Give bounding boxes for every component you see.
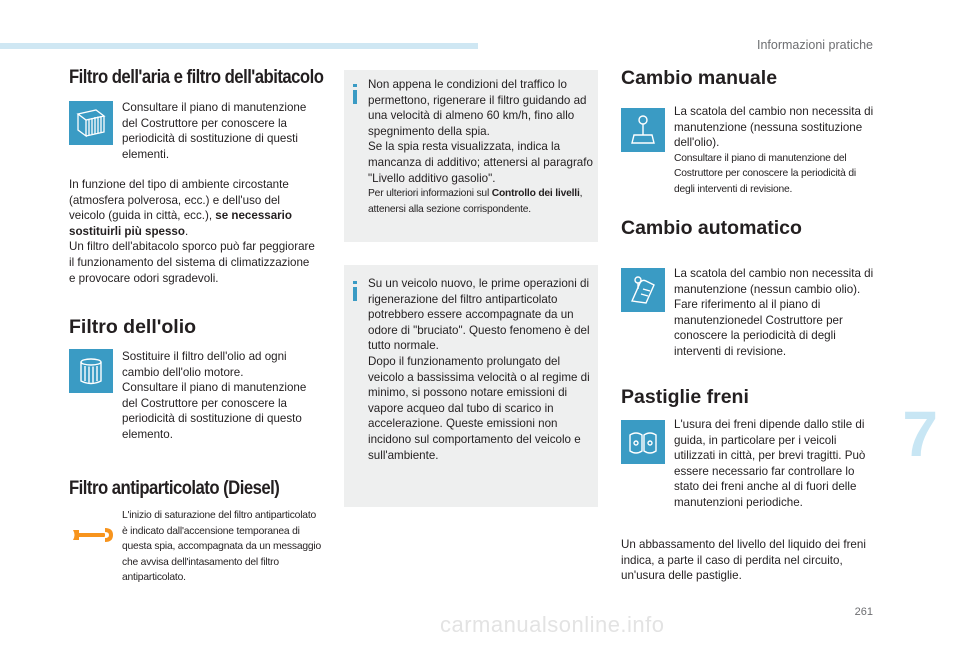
- air-filter-icon: [69, 101, 113, 145]
- section-title-air-filter: Filtro dell'aria e filtro dell'abitacolo: [69, 67, 324, 88]
- brake-fluid-body: Un abbassamento del livello del liquido dei freni indica, a parte il caso di perdita nel circuito, un'usura delle pastiglie.: [621, 538, 866, 583]
- automatic-gearbox-note: La scatola del cambio non necessita di manutenzione (nessun cambio olio). Fare riferimento al il piano di manutenzionedel Costruttore per conoscere la periodicità di degli interventi di revisione.: [674, 267, 874, 358]
- page-number: 261: [854, 606, 873, 618]
- particle-filter-note: L'inizio di saturazione del filtro antiparticolato è indicato dall'accensione temporanea di questa spia, accompagnata da un messaggio che avvisa dell'intasamento del filtro antiparticolato.: [122, 510, 322, 584]
- brake-pads-icon: [621, 420, 665, 464]
- section-title-manual-gearbox: Cambio manuale: [621, 67, 778, 89]
- info-new-vehicle-text: Su un veicolo nuovo, le prime operazioni di rigenerazione del filtro antiparticolato potrebbero essere accompagnate da un odore di "bruciato". Questo fenomeno è del tutto normale. Dopo il funzionamento prolungato del veicolo a bassissima velocità o al regime di minimo, si possono notare emissioni di vapore acqueo dal tubo di scarico in accelerazione. Queste emissioni non incidono sul comportamento del veicolo e sull'ambiente.: [368, 277, 590, 462]
- oil-filter-icon: [69, 349, 113, 393]
- header-bar: [0, 43, 478, 49]
- chapter-number: 7: [902, 398, 938, 470]
- info-regeneration-text: Non appena le condizioni del traffico lo permettono, rigenerare il filtro guidando ad una velocità di almeno 60 km/h, fino allo spegnimento della spia. Se la spia resta visualizzata, indica la mancanza di additivo; attenersi al paragrafo "Livello additivo gasolio". Per ulteriori informazioni sul Controllo dei livelli, attenersi alla sezione corrispondente.: [368, 78, 593, 215]
- section-title-brake-pads: Pastiglie freni: [621, 386, 749, 408]
- section-title-oil-filter: Filtro dell'olio: [69, 316, 197, 338]
- oil-filter-note: Sostituire il filtro dell'olio ad ogni cambio dell'olio motore. Consultare il piano di manutenzione del Costruttore per conoscere la periodicità di sostituzione di questo elemento.: [122, 350, 307, 441]
- air-filter-body: In funzione del tipo di ambiente circostante (atmosfera polverosa, ecc.) e dell'uso del veicolo (guida in città, ecc.), se necessario sostituirli più spesso. Un filtro dell'abitacolo sporco può far peggiorare il funzionamento del sistema di climatizzazione e provocare odori sgradevoli.: [69, 178, 315, 285]
- gear-lever-icon: [621, 108, 665, 152]
- automatic-gearbox-icon: [621, 268, 665, 312]
- info-icon: [353, 281, 357, 284]
- section-title-automatic-gearbox: Cambio automatico: [621, 217, 802, 239]
- chapter-title: Informazioni pratiche: [756, 38, 873, 52]
- info-icon-stem: [353, 90, 357, 104]
- manual-gearbox-note: La scatola del cambio non necessita di manutenzione (nessuna sostituzione dell'olio). Consultare il piano di manutenzione del Costruttore per conoscere la periodicità di degli interventi di revisione.: [674, 105, 874, 195]
- wrench-warning-icon: [71, 520, 115, 550]
- air-filter-note: Consultare il piano di manutenzione del Costruttore per conoscere la periodicità di sostituzione di questi elementi.: [122, 101, 307, 161]
- info-icon-stem: [353, 287, 357, 301]
- brake-pads-note: L'usura dei freni dipende dallo stile di guida, in particolare per i veicoli utilizzati in città, per brevi tragitti. Può essere necessario far controllare lo stato dei freni anche al di fuori delle manutenzioni periodiche.: [674, 418, 866, 509]
- watermark: carmanualsonline.info: [440, 612, 665, 637]
- info-icon: [353, 84, 357, 87]
- section-title-particle-filter: Filtro antiparticolato (Diesel): [69, 478, 280, 499]
